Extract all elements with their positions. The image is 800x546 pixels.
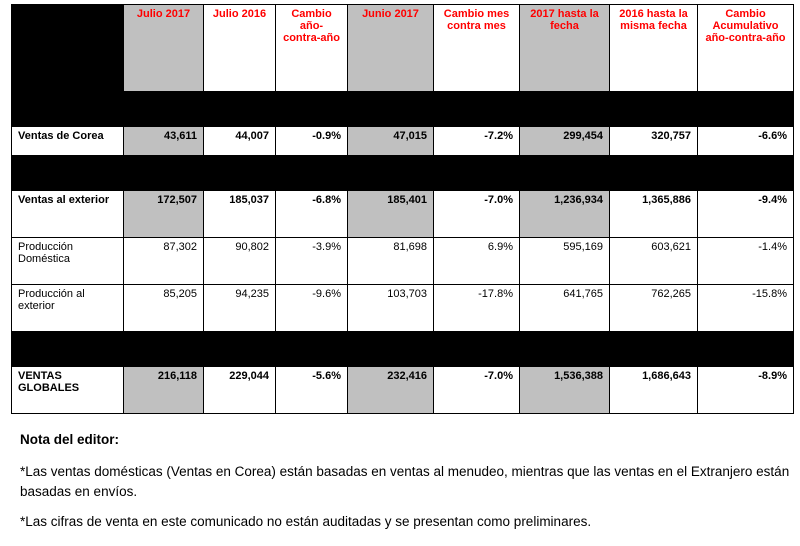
table-cell: 47,015 (348, 127, 434, 156)
note-retail-vs-shipments: *Las ventas domésticas (Ventas en Corea) están basadas en ventas al menudeo, mientras que las ventas en el Extranjero están basadas en envíos. (20, 464, 790, 499)
table-cell: -1.4% (698, 238, 794, 285)
header-cell: Cambio año-contra-año (276, 5, 348, 92)
table-cell: -5.6% (276, 367, 348, 414)
table-row (12, 367, 794, 414)
table-row (12, 191, 794, 238)
notes-title: Nota del editor: (20, 432, 120, 447)
header-cell: Julio 2016 (204, 5, 276, 92)
table-cell: -9.4% (698, 191, 794, 238)
table-cell: -7.0% (434, 191, 520, 238)
table-cell: 320,757 (610, 127, 698, 156)
note-unaudited: *Las cifras de venta en este comunicado no están auditadas y se presentan como preliminares. (20, 514, 592, 529)
table-cell: -0.9% (276, 127, 348, 156)
table-cell: 185,037 (204, 191, 276, 238)
table-cell: 44,007 (204, 127, 276, 156)
header-cell: Julio 2017 (124, 5, 204, 92)
editor-notes (20, 430, 800, 542)
table-cell: -17.8% (434, 285, 520, 332)
table-cell: 43,611 (124, 127, 204, 156)
table-cell: -3.9% (276, 238, 348, 285)
header-corner-cell (12, 5, 124, 92)
separator-cell (12, 92, 794, 127)
table-cell: 81,698 (348, 238, 434, 285)
row-label: Producción al exterior (12, 285, 124, 332)
header-cell: Cambio Acumulativo año-contra-año (698, 5, 794, 92)
table-cell: 216,118 (124, 367, 204, 414)
table-row (12, 127, 794, 156)
row-label: Ventas de Corea (12, 127, 124, 156)
header-cell: 2016 hasta la misma fecha (610, 5, 698, 92)
table-cell: -6.6% (698, 127, 794, 156)
row-label: VENTAS GLOBALES (12, 367, 124, 414)
table-cell: 85,205 (124, 285, 204, 332)
row-label: Producción Doméstica (12, 238, 124, 285)
separator-row (12, 92, 794, 127)
row-label: Ventas al exterior (12, 191, 124, 238)
header-cell: Cambio mes contra mes (434, 5, 520, 92)
table-row (12, 285, 794, 332)
table-cell: 94,235 (204, 285, 276, 332)
table-cell: 1,236,934 (520, 191, 610, 238)
header-cell: 2017 hasta la fecha (520, 5, 610, 92)
separator-row (12, 156, 794, 191)
table-cell: -7.0% (434, 367, 520, 414)
table-cell: 229,044 (204, 367, 276, 414)
table-cell: 1,686,643 (610, 367, 698, 414)
table-cell: 232,416 (348, 367, 434, 414)
table-cell: 595,169 (520, 238, 610, 285)
separator-row (12, 332, 794, 367)
table-cell: 185,401 (348, 191, 434, 238)
separator-cell (12, 156, 794, 191)
table-cell: -15.8% (698, 285, 794, 332)
table-cell: -7.2% (434, 127, 520, 156)
table-cell: 641,765 (520, 285, 610, 332)
table-cell: 1,536,388 (520, 367, 610, 414)
table-cell: 1,365,886 (610, 191, 698, 238)
table-row (12, 238, 794, 285)
header-row (12, 5, 794, 92)
table-cell: 762,265 (610, 285, 698, 332)
table-cell: 103,703 (348, 285, 434, 332)
table-cell: -8.9% (698, 367, 794, 414)
table-cell: 299,454 (520, 127, 610, 156)
table-cell: 6.9% (434, 238, 520, 285)
separator-cell (12, 332, 794, 367)
table-cell: 172,507 (124, 191, 204, 238)
table-cell: 90,802 (204, 238, 276, 285)
table-cell: -9.6% (276, 285, 348, 332)
header-cell: Junio 2017 (348, 5, 434, 92)
table-cell: 603,621 (610, 238, 698, 285)
table-cell: -6.8% (276, 191, 348, 238)
table-cell: 87,302 (124, 238, 204, 285)
sales-table (11, 4, 794, 414)
